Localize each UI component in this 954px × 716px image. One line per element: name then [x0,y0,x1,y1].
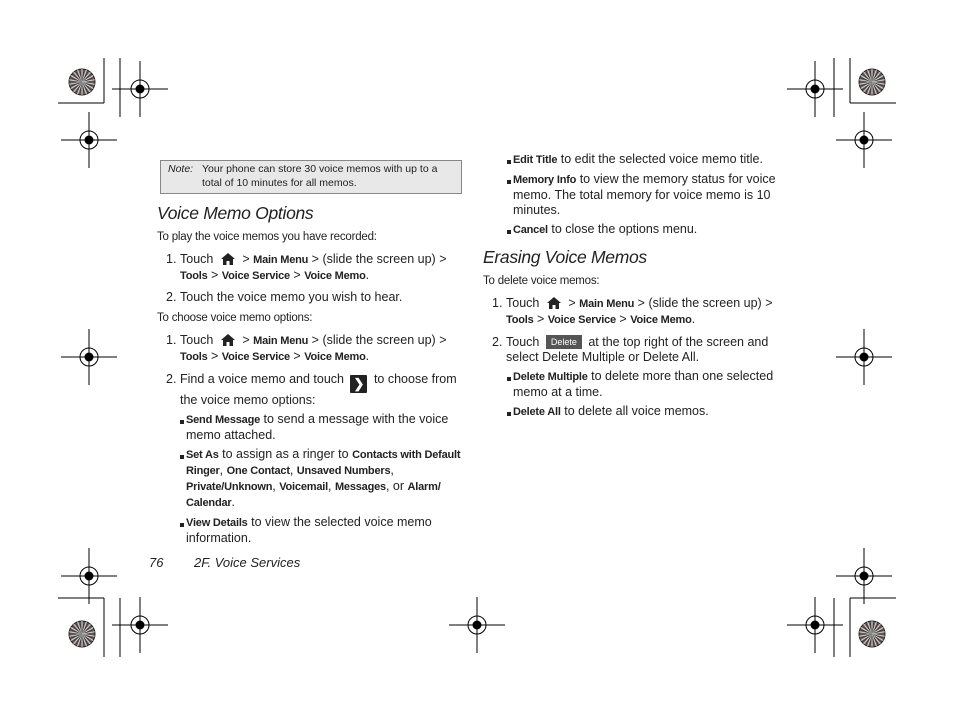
choose-step-2: 2. Find a voice memo and touch ❯ to choose from the voice memo options: [166,372,457,407]
note-text: Your phone can store 30 voice memos with up to a total of 10 minutes for all memos. [202,163,438,189]
section-footer: 2F. Voice Services [194,555,301,570]
crosshair-registration-icon [61,329,117,385]
crosshair-registration-icon [61,548,117,604]
starburst-icon [859,621,885,647]
page-number: 76 [149,555,164,570]
crosshair-registration-icon [61,112,117,168]
starburst-icon [69,621,95,647]
option-edit-title: Edit Title to edit the selected voice memo title. [483,152,783,168]
note-box [160,160,462,194]
note-label: Note: [168,163,194,175]
chevron-right-icon: ❯ [350,375,367,393]
option-memory-info: Memory Info to view the memory status for voice memo. The total memory for voice memo is 10 minutes. [483,172,783,218]
option-view-details: View Details to view the selected voice memo information. [157,515,462,546]
crosshair-registration-icon [836,329,892,385]
choose-step-1: 1. Touch > Main Menu > (slide the screen up) > Tools > Voice Service > Voice Memo. [166,333,447,363]
right-column [483,152,783,420]
option-delete-multiple: Delete Multiple to delete more than one selected memo at a time. [483,369,783,400]
option-send-message: Send Message to send a message with the voice memo attached. [157,412,462,443]
crosshair-registration-icon [449,597,505,653]
option-cancel: Cancel to close the options menu. [483,222,783,238]
play-intro: To play the voice memos you have recorded: [157,231,377,243]
crosshair-registration-icon [836,112,892,168]
erase-step-1: 1. Touch > Main Menu > (slide the screen up) > Tools > Voice Service > Voice Memo. [492,296,773,326]
starburst-icon [69,69,95,95]
home-icon [546,296,562,310]
home-icon [220,333,236,347]
choose-intro: To choose voice memo options: [157,312,313,324]
left-column [157,160,462,546]
crosshair-registration-icon [787,61,843,117]
play-step-1: 1. Touch > Main Menu > (slide the screen up) > Tools > Voice Service > Voice Memo. [166,252,447,282]
crosshair-registration-icon [836,548,892,604]
erase-intro: To delete voice memos: [483,275,600,287]
starburst-icon [859,69,885,95]
crosshair-registration-icon [787,597,843,653]
section-heading-erasing: Erasing Voice Memos [483,247,647,267]
option-set-as: Set As to assign as a ringer to Contacts with Default Ringer, One Contact, Unsaved Numbers, Private/Unknown, Voicemail, Messages, or Alarm/ Calendar. [157,447,462,511]
play-step-2: 2. Touch the voice memo you wish to hear. [166,290,403,304]
option-delete-all: Delete All to delete all voice memos. [483,404,783,420]
erase-step-2: 2. Touch Delete at the top right of the screen and select Delete Multiple or Delete All. [492,335,769,364]
home-icon [220,252,236,266]
section-heading-voice-memo-options: Voice Memo Options [157,203,314,223]
delete-button-graphic: Delete [546,335,582,349]
